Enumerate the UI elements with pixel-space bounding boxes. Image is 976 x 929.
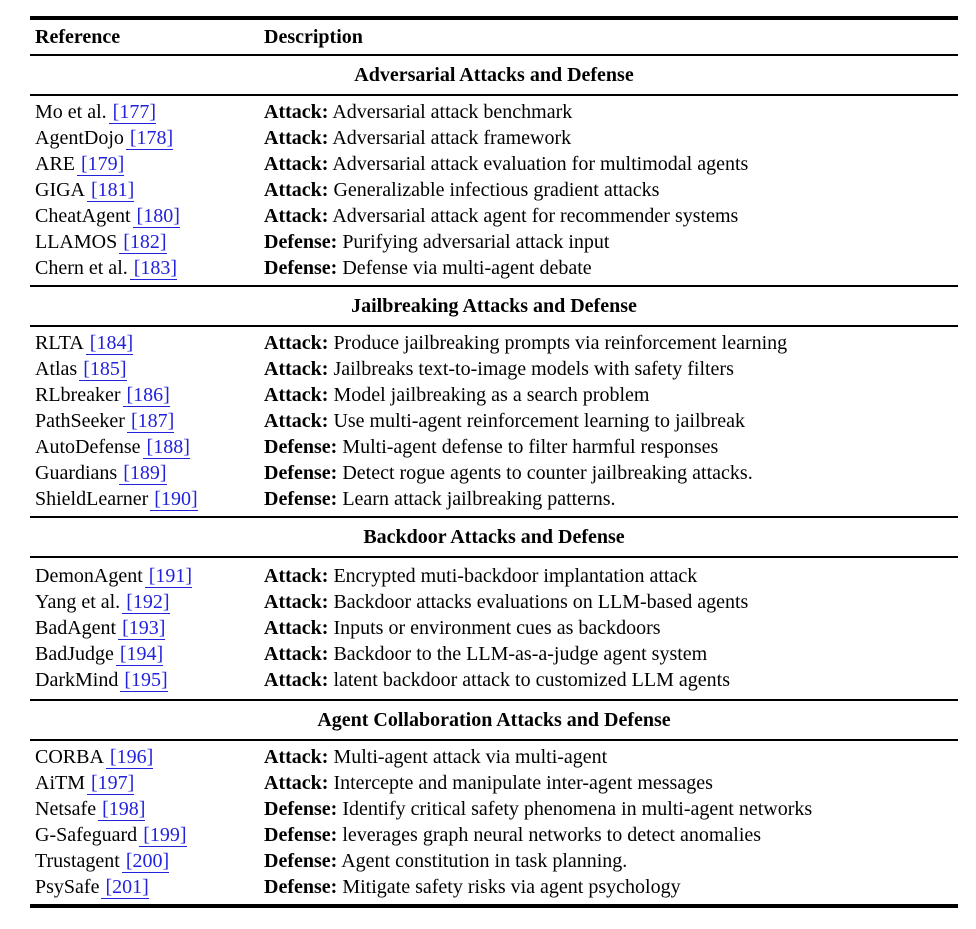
reference-cell xyxy=(35,770,264,796)
table-row xyxy=(30,667,958,693)
description-cell xyxy=(264,255,958,281)
reference-name: BadAgent xyxy=(35,617,117,639)
table-row xyxy=(30,460,958,486)
table-section xyxy=(30,56,958,287)
description-cell xyxy=(264,770,958,796)
reference-cell xyxy=(35,615,264,641)
description-cell xyxy=(264,177,958,203)
attack-defense-label: Defense: xyxy=(264,488,338,510)
reference-cell xyxy=(35,848,264,874)
section-rows xyxy=(30,327,958,516)
description-text: Agent constitution in task planning. xyxy=(341,850,628,872)
table-row xyxy=(30,356,958,382)
attack-defense-label: Attack: xyxy=(264,772,329,794)
description-cell xyxy=(264,848,958,874)
attack-defense-label: Attack: xyxy=(264,153,329,175)
attack-defense-label: Attack: xyxy=(264,617,329,639)
description-text: Encrypted muti-backdoor implantation attack xyxy=(333,565,698,587)
table-row xyxy=(30,125,958,151)
reference-cell xyxy=(35,434,264,460)
reference-cell xyxy=(35,589,264,615)
description-cell xyxy=(264,151,958,177)
description-text: Inputs or environment cues as backdoors xyxy=(333,617,661,639)
reference-cell xyxy=(35,822,264,848)
attack-defense-label: Defense: xyxy=(264,257,338,279)
reference-name: Guardians xyxy=(35,462,118,484)
citation-link[interactable]: [190] xyxy=(150,488,197,511)
table-row xyxy=(30,770,958,796)
citation-link[interactable]: [180] xyxy=(133,205,180,228)
reference-cell xyxy=(35,641,264,667)
citation-link[interactable]: [195] xyxy=(120,669,167,692)
table-row xyxy=(30,615,958,641)
table-row xyxy=(30,203,958,229)
description-text: Mitigate safety risks via agent psychology xyxy=(342,876,681,898)
description-cell xyxy=(264,589,958,615)
reference-name: Netsafe xyxy=(35,798,97,820)
table-row xyxy=(30,99,958,125)
reference-cell xyxy=(35,151,264,177)
reference-cell xyxy=(35,229,264,255)
reference-name: RLTA xyxy=(35,332,84,354)
section-title: Jailbreaking Attacks and Defense xyxy=(351,294,637,317)
reference-cell xyxy=(35,486,264,512)
table-row xyxy=(30,848,958,874)
reference-name: DarkMind xyxy=(35,669,119,691)
description-cell xyxy=(264,125,958,151)
description-text: Adversarial attack framework xyxy=(332,127,572,149)
citation-link[interactable]: [200] xyxy=(122,850,169,873)
citation-link[interactable]: [194] xyxy=(116,643,163,666)
reference-name: PathSeeker xyxy=(35,410,125,432)
description-cell xyxy=(264,641,958,667)
attack-defense-label: Attack: xyxy=(264,332,329,354)
description-cell xyxy=(264,744,958,770)
table-section xyxy=(30,701,958,904)
bottom-rule xyxy=(30,904,958,908)
table-row xyxy=(30,589,958,615)
section-title: Adversarial Attacks and Defense xyxy=(354,63,634,86)
table-row xyxy=(30,255,958,281)
description-text: Model jailbreaking as a search problem xyxy=(333,384,650,406)
reference-cell xyxy=(35,667,264,693)
reference-cell xyxy=(35,408,264,434)
description-text: Jailbreaks text-to-image models with safety filters xyxy=(333,358,734,380)
description-text: Generalizable infectious gradient attacks xyxy=(333,179,660,201)
attack-defense-label: Attack: xyxy=(264,746,329,768)
citation-link[interactable]: [201] xyxy=(101,876,148,899)
reference-name: Atlas xyxy=(35,358,78,380)
table-row xyxy=(30,330,958,356)
citation-link[interactable]: [199] xyxy=(139,824,186,847)
citation-link[interactable]: [178] xyxy=(126,127,173,150)
attack-defense-label: Attack: xyxy=(264,669,329,691)
citation-link[interactable]: [185] xyxy=(79,358,126,381)
description-cell xyxy=(264,563,958,589)
attack-defense-label: Attack: xyxy=(264,358,329,380)
description-text: latent backdoor attack to customized LLM agents xyxy=(333,669,730,691)
table-body xyxy=(30,56,958,904)
section-title: Backdoor Attacks and Defense xyxy=(363,525,625,548)
description-text: Purifying adversarial attack input xyxy=(342,231,610,253)
citation-link[interactable]: [183] xyxy=(130,257,177,280)
description-cell xyxy=(264,382,958,408)
table-row xyxy=(30,744,958,770)
reference-name: ShieldLearner xyxy=(35,488,149,510)
reference-name: DemonAgent xyxy=(35,565,143,587)
description-cell xyxy=(264,667,958,693)
citation-link[interactable]: [193] xyxy=(118,617,165,640)
description-text: Backdoor attacks evaluations on LLM-based agents xyxy=(333,591,749,613)
reference-name: AiTM xyxy=(35,772,85,794)
reference-cell xyxy=(35,125,264,151)
attack-defense-label: Attack: xyxy=(264,127,329,149)
reference-name: Chern et al. xyxy=(35,257,128,279)
reference-name: CheatAgent xyxy=(35,205,131,227)
reference-name: LLAMOS xyxy=(35,231,118,253)
description-cell xyxy=(264,408,958,434)
description-cell xyxy=(264,330,958,356)
description-cell xyxy=(264,229,958,255)
table-row xyxy=(30,177,958,203)
attack-defense-label: Defense: xyxy=(264,824,338,846)
description-text: Produce jailbreaking prompts via reinforcement learning xyxy=(333,332,788,354)
citation-link[interactable]: [184] xyxy=(86,332,133,355)
description-cell xyxy=(264,874,958,900)
description-text: Adversarial attack agent for recommender systems xyxy=(332,205,739,227)
description-text: Multi-agent attack via multi-agent xyxy=(333,746,608,768)
reference-cell xyxy=(35,744,264,770)
table-row xyxy=(30,563,958,589)
reference-cell xyxy=(35,177,264,203)
table-row xyxy=(30,874,958,900)
citation-link[interactable]: [186] xyxy=(123,384,170,407)
reference-cell xyxy=(35,356,264,382)
description-text: Adversarial attack evaluation for multimodal agents xyxy=(332,153,749,175)
attack-defense-label: Attack: xyxy=(264,205,329,227)
citation-link[interactable]: [187] xyxy=(127,410,174,433)
table-row xyxy=(30,151,958,177)
description-cell xyxy=(264,460,958,486)
citation-link[interactable]: [188] xyxy=(143,436,190,459)
reference-name: GIGA xyxy=(35,179,85,201)
column-header-description: Description xyxy=(264,25,363,48)
attack-defense-label: Defense: xyxy=(264,850,338,872)
citation-link[interactable]: [198] xyxy=(98,798,145,821)
section-rows xyxy=(30,96,958,285)
table-row xyxy=(30,408,958,434)
reference-name: CORBA xyxy=(35,746,104,768)
reference-cell xyxy=(35,796,264,822)
description-text: Intercepte and manipulate inter-agent messages xyxy=(333,772,713,794)
citation-link[interactable]: [191] xyxy=(145,565,192,588)
reference-cell xyxy=(35,255,264,281)
description-text: leverages graph neural networks to detect anomalies xyxy=(342,824,762,846)
attack-defense-label: Attack: xyxy=(264,179,329,201)
section-title: Agent Collaboration Attacks and Defense xyxy=(317,708,671,731)
description-cell xyxy=(264,822,958,848)
description-text: Defense via multi-agent debate xyxy=(342,257,592,279)
reference-name: Mo et al. xyxy=(35,101,107,123)
reference-name: Trustagent xyxy=(35,850,120,872)
reference-cell xyxy=(35,382,264,408)
reference-cell xyxy=(35,203,264,229)
reference-cell xyxy=(35,460,264,486)
attack-defense-label: Defense: xyxy=(264,876,338,898)
reference-table xyxy=(30,16,958,908)
citation-link[interactable]: [179] xyxy=(77,153,124,176)
citation-link[interactable]: [192] xyxy=(122,591,169,614)
table-row xyxy=(30,434,958,460)
reference-name: Yang et al. xyxy=(35,591,121,613)
table-row xyxy=(30,229,958,255)
description-text: Use multi-agent reinforcement learning to jailbreak xyxy=(333,410,745,432)
reference-name: AutoDefense xyxy=(35,436,141,458)
table-header-row xyxy=(30,20,958,54)
attack-defense-label: Attack: xyxy=(264,410,329,432)
column-header-reference: Reference xyxy=(35,25,121,48)
attack-defense-label: Attack: xyxy=(264,591,329,613)
reference-name: PsySafe xyxy=(35,876,100,898)
reference-cell xyxy=(35,330,264,356)
reference-name: RLbreaker xyxy=(35,384,121,406)
attack-defense-label: Attack: xyxy=(264,384,329,406)
table-row xyxy=(30,641,958,667)
table-row xyxy=(30,796,958,822)
attack-defense-label: Defense: xyxy=(264,798,338,820)
description-cell xyxy=(264,486,958,512)
citation-link[interactable]: [196] xyxy=(106,746,153,769)
reference-cell xyxy=(35,874,264,900)
attack-defense-label: Attack: xyxy=(264,643,329,665)
table-section xyxy=(30,518,958,701)
attack-defense-label: Attack: xyxy=(264,101,329,123)
citation-link[interactable]: [181] xyxy=(87,179,134,202)
description-cell xyxy=(264,615,958,641)
description-text: Detect rogue agents to counter jailbreaking attacks. xyxy=(342,462,753,484)
description-text: Backdoor to the LLM-as-a-judge agent system xyxy=(333,643,708,665)
description-text: Adversarial attack benchmark xyxy=(332,101,573,123)
attack-defense-label: Defense: xyxy=(264,436,338,458)
attack-defense-label: Attack: xyxy=(264,565,329,587)
description-cell xyxy=(264,203,958,229)
table-row xyxy=(30,382,958,408)
reference-name: BadJudge xyxy=(35,643,114,665)
table-row xyxy=(30,822,958,848)
reference-cell xyxy=(35,99,264,125)
attack-defense-label: Defense: xyxy=(264,231,338,253)
attack-defense-label: Defense: xyxy=(264,462,338,484)
description-cell xyxy=(264,434,958,460)
description-cell xyxy=(264,356,958,382)
citation-link[interactable]: [177] xyxy=(109,101,156,124)
citation-link[interactable]: [189] xyxy=(119,462,166,485)
description-text: Multi-agent defense to filter harmful responses xyxy=(342,436,719,458)
section-rows xyxy=(30,741,958,904)
reference-name: G-Safeguard xyxy=(35,824,138,846)
description-text: Identify critical safety phenomena in multi-agent networks xyxy=(342,798,813,820)
reference-name: ARE xyxy=(35,153,75,175)
citation-link[interactable]: [182] xyxy=(119,231,166,254)
table-row xyxy=(30,486,958,512)
reference-name: AgentDojo xyxy=(35,127,124,149)
table-section xyxy=(30,287,958,518)
description-cell xyxy=(264,796,958,822)
reference-cell xyxy=(35,563,264,589)
description-text: Learn attack jailbreaking patterns. xyxy=(342,488,616,510)
section-rows xyxy=(30,558,958,699)
citation-link[interactable]: [197] xyxy=(87,772,134,795)
description-cell xyxy=(264,99,958,125)
